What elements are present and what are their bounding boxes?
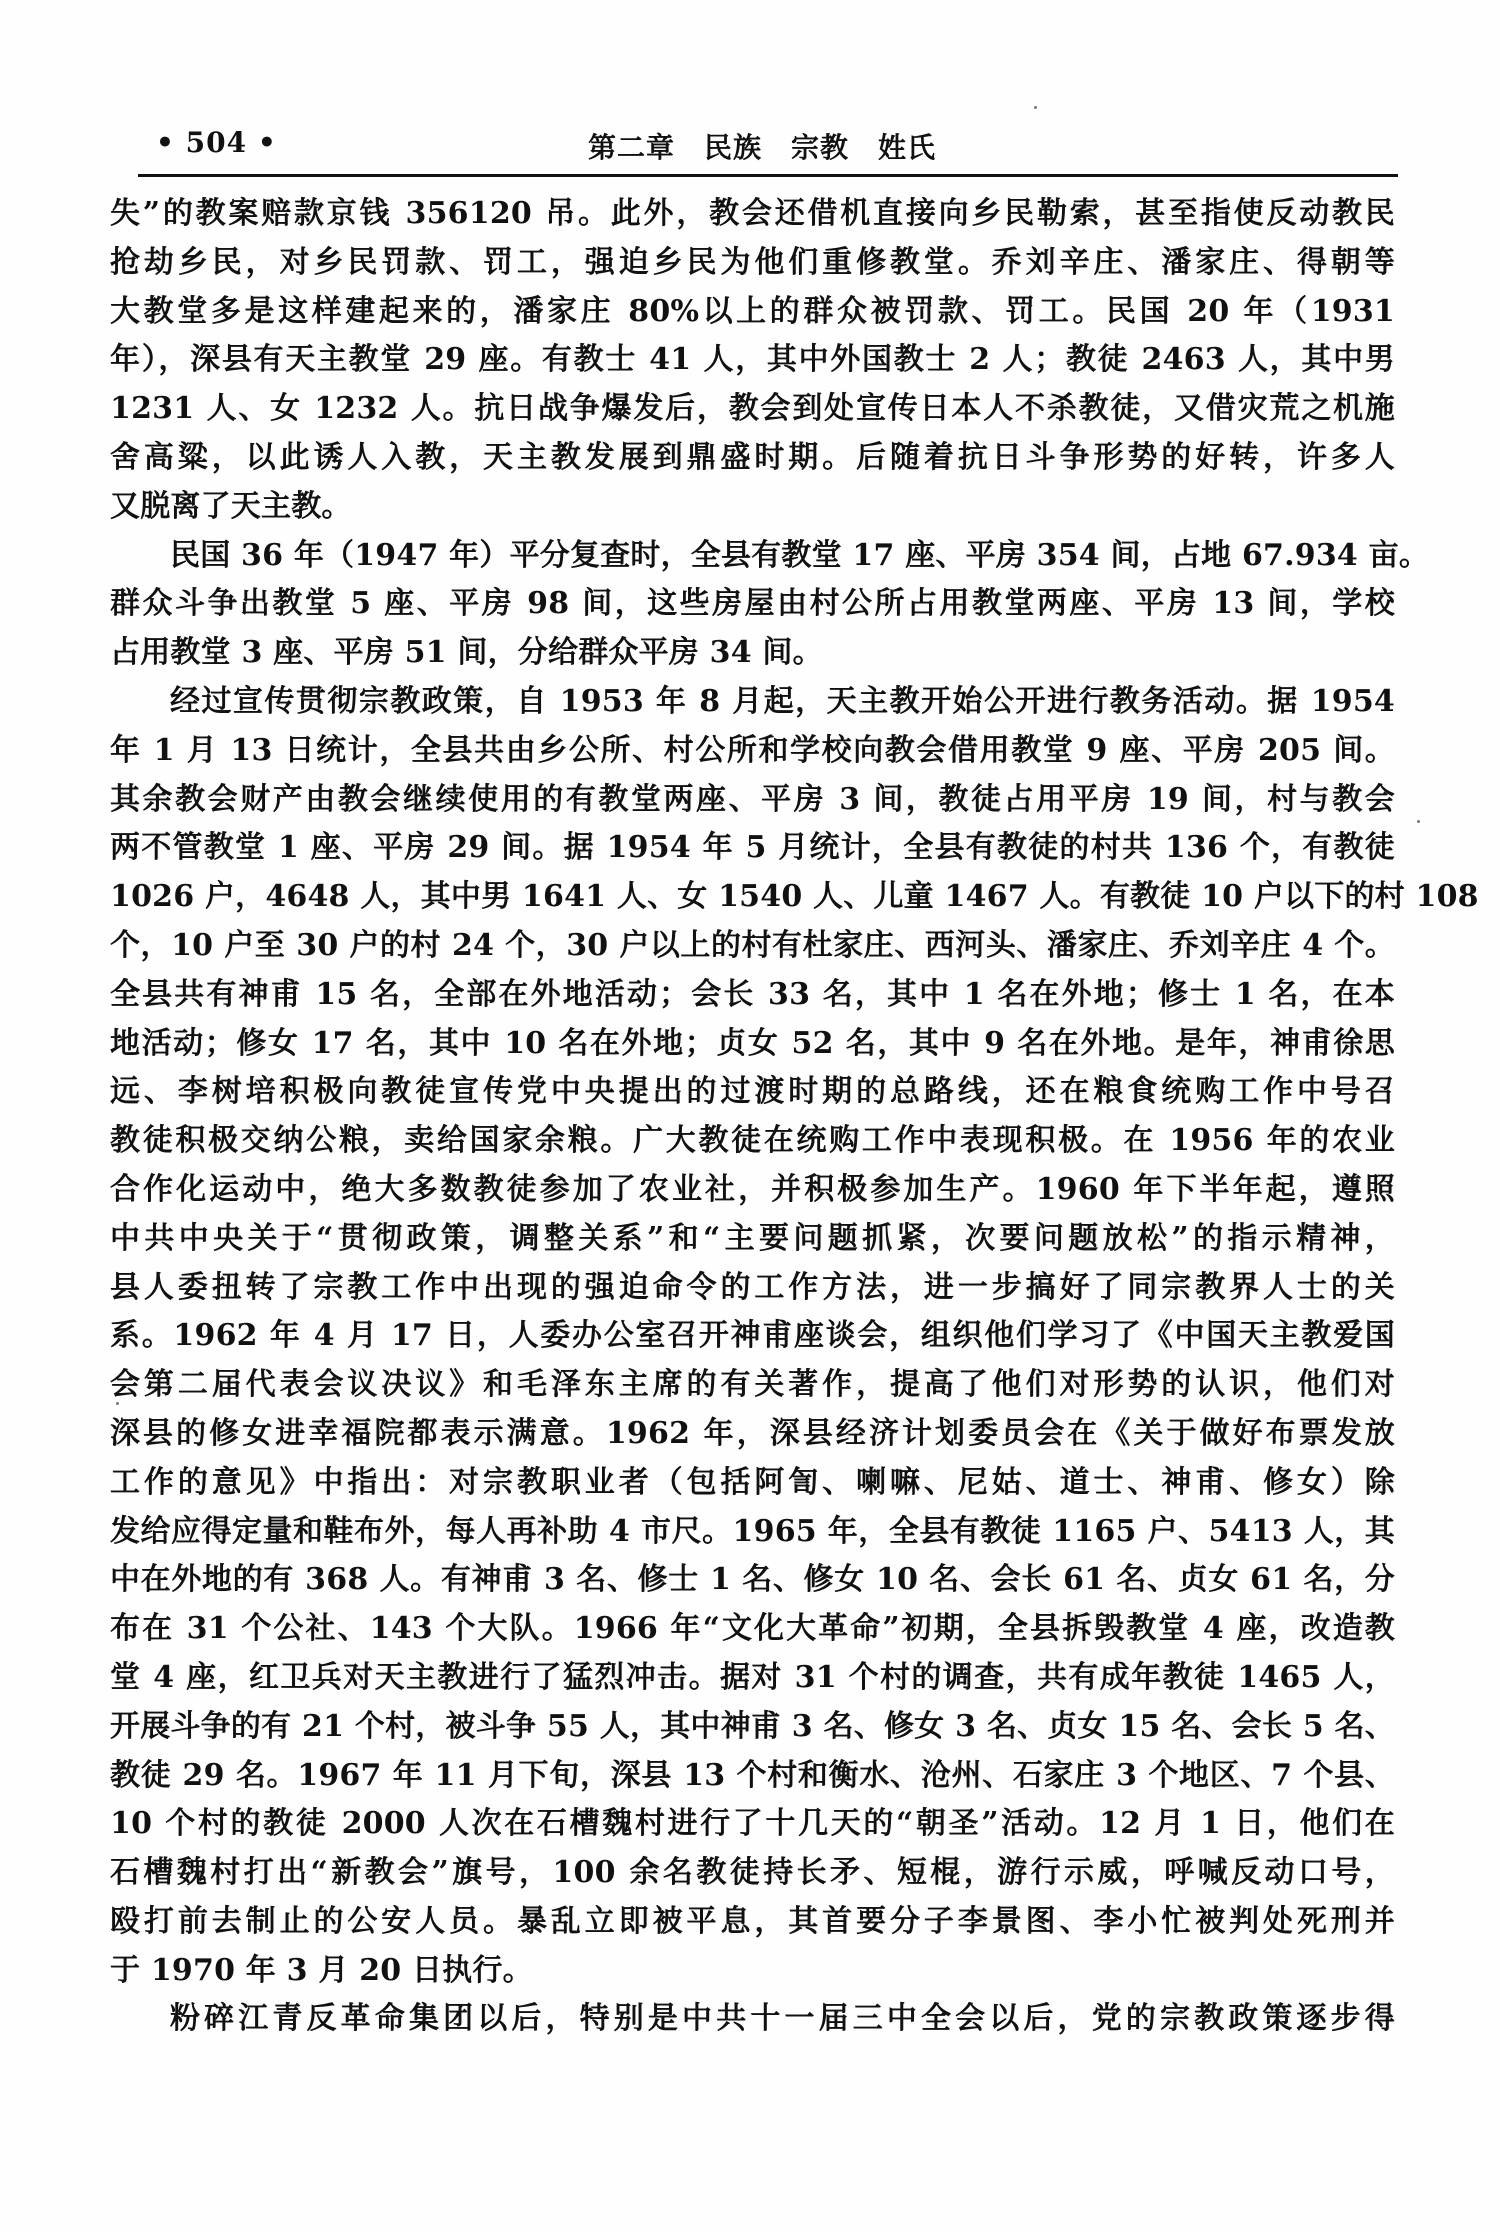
text-line: 县人委扭转了宗教工作中出现的强迫命令的工作方法，进一步搞好了同宗教界人士的关	[110, 1269, 1395, 1305]
text-line: 年 1 月 13 日统计，全县共由乡公所、村公所和学校向教会借用教堂 9 座、平房 205 间。	[110, 732, 1395, 768]
text-line: 抢劫乡民，对乡民罚款、罚工，强迫乡民为他们重修教堂。乔刘辛庄、潘家庄、得朝等	[110, 244, 1395, 280]
text-line: 群众斗争出教堂 5 座、平房 98 间，这些房屋由村公所占用教堂两座、平房 13 间，学校	[110, 586, 1395, 622]
text-line: 会第二届代表会议决议》和毛泽东主席的有关著作，提高了他们对形势的认识，他们对	[110, 1367, 1395, 1403]
running-header	[138, 118, 1398, 178]
text-line: 1026 户，4648 人，其中男 1641 人、女 1540 人、儿童 1467 人。有教徒 10 户以下的村 108	[110, 879, 1479, 915]
text-line: 发给应得定量和鞋布外，每人再补助 4 市尺。1965 年，全县有教徒 1165 户、5413 人，其	[110, 1513, 1395, 1549]
paragraph-3	[110, 678, 1479, 1996]
text-line: 占用教堂 3 座、平房 51 间，分给群众平房 34 间。	[110, 635, 823, 671]
text-line: 全县共有神甫 15 名，全部在外地活动；会长 33 名，其中 1 名在外地；修士 1 名，在本	[110, 976, 1395, 1012]
text-line: 其余教会财产由教会继续使用的有教堂两座、平房 3 间，教徒占用平房 19 间，村与教会	[110, 781, 1395, 817]
text-line: 年），深县有天主教堂 29 座。有教士 41 人，其中外国教士 2 人；教徒 2463 人，其中男	[110, 342, 1395, 378]
text-line: 粉碎江青反革命集团以后，特别是中共十一届三中全会以后，党的宗教政策逐步得	[170, 2001, 1395, 2037]
text-line: 失”的教案赔款京钱 356120 吊。此外，教会还借机直接向乡民勒索，甚至指使反动教民	[110, 196, 1395, 231]
scan-speck	[116, 1402, 119, 1405]
text-line: 两不管教堂 1 座、平房 29 间。据 1954 年 5 月统计，全县有教徒的村共 136 个，有教徒	[110, 830, 1395, 866]
text-line: 民国 36 年（1947 年）平分复查时，全县有教堂 17 座、平房 354 间，占地 67.934 亩。	[170, 537, 1430, 573]
scan-speck	[1417, 820, 1420, 823]
body-text	[110, 190, 1479, 2044]
text-line: 经过宣传贯彻宗教政策，自 1953 年 8 月起，天主教开始公开进行教务活动。据 1954	[170, 683, 1395, 719]
text-line: 舍高粱，以此诱人入教，天主教发展到鼎盛时期。后随着抗日斗争形势的好转，许多人	[110, 439, 1395, 475]
text-line: 10 个村的教徒 2000 人次在石槽魏村进行了十几天的“朝圣”活动。12 月 1 日，他们在	[110, 1806, 1395, 1842]
text-line: 教徒 29 名。1967 年 11 月下旬，深县 13 个村和衡水、沧州、石家庄 3 个地区、7 个县、	[110, 1757, 1395, 1793]
text-line: 合作化运动中，绝大多数教徒参加了农业社，并积极参加生产。1960 年下半年起，遵照	[110, 1171, 1395, 1207]
text-line: 1231 人、女 1232 人。抗日战争爆发后，教会到处宣传日本人不杀教徒，又借灾荒之机施	[110, 391, 1395, 427]
paragraph-1	[110, 190, 1395, 532]
text-line: 中在外地的有 368 人。有神甫 3 名、修士 1 名、修女 10 名、会长 61 名、贞女 61 名，分	[110, 1562, 1395, 1598]
chapter-title: 第二章 民族 宗教 姓氏	[588, 131, 937, 164]
text-line: 工作的意见》中指出：对宗教职业者（包括阿訇、喇嘛、尼姑、道士、神甫、修女）除	[110, 1464, 1395, 1500]
text-line: 教徒积极交纳公粮，卖给国家余粮。广大教徒在统购工作中表现积极。在 1956 年的农业	[110, 1123, 1395, 1159]
text-line: 大教堂多是这样建起来的，潘家庄 80%以上的群众被罚款、罚工。民国 20 年（1931	[110, 293, 1395, 329]
paragraph-4	[110, 1995, 1395, 2044]
text-line: 系。1962 年 4 月 17 日，人委办公室召开神甫座谈会，组织他们学习了《中国天主教爱国	[110, 1318, 1395, 1354]
paragraph-2	[110, 532, 1430, 678]
header-rule	[138, 174, 1398, 177]
text-line: 又脱离了天主教。	[110, 488, 352, 524]
text-line: 中共中央关于“贯彻政策，调整关系”和“主要问题抓紧，次要问题放松”的指示精神，	[110, 1220, 1395, 1256]
text-line: 深县的修女进幸福院都表示满意。1962 年，深县经济计划委员会在《关于做好布票发放	[110, 1415, 1395, 1451]
text-line: 远、李树培积极向教徒宣传党中央提出的过渡时期的总路线，还在粮食统购工作中号召	[110, 1074, 1395, 1110]
text-line: 于 1970 年 3 月 20 日执行。	[110, 1952, 533, 1988]
text-line: 殴打前去制止的公安人员。暴乱立即被平息，其首要分子李景图、李小忙被判处死刑并	[110, 1903, 1395, 1939]
text-line: 开展斗争的有 21 个村，被斗争 55 人，其中神甫 3 名、修女 3 名、贞女 15 名、会长 5 名、	[110, 1708, 1395, 1744]
page-number: • 504 •	[156, 126, 277, 159]
text-line: 石槽魏村打出“新教会”旗号，100 余名教徒持长矛、短棍，游行示威，呼喊反动口号，	[110, 1855, 1395, 1891]
text-line: 布在 31 个公社、143 个大队。1966 年“文化大革命”初期，全县拆毁教堂 4 座，改造教	[110, 1611, 1395, 1647]
text-line: 地活动；修女 17 名，其中 10 名在外地；贞女 52 名，其中 9 名在外地。是年，神甫徐思	[110, 1025, 1395, 1061]
text-line: 个，10 户至 30 户的村 24 个，30 户以上的村有杜家庄、西河头、潘家庄、乔刘辛庄 4 个。	[110, 927, 1395, 963]
text-line: 堂 4 座，红卫兵对天主教进行了猛烈冲击。据对 31 个村的调查，共有成年教徒 1465 人，	[110, 1659, 1395, 1695]
scan-speck	[1034, 106, 1037, 109]
